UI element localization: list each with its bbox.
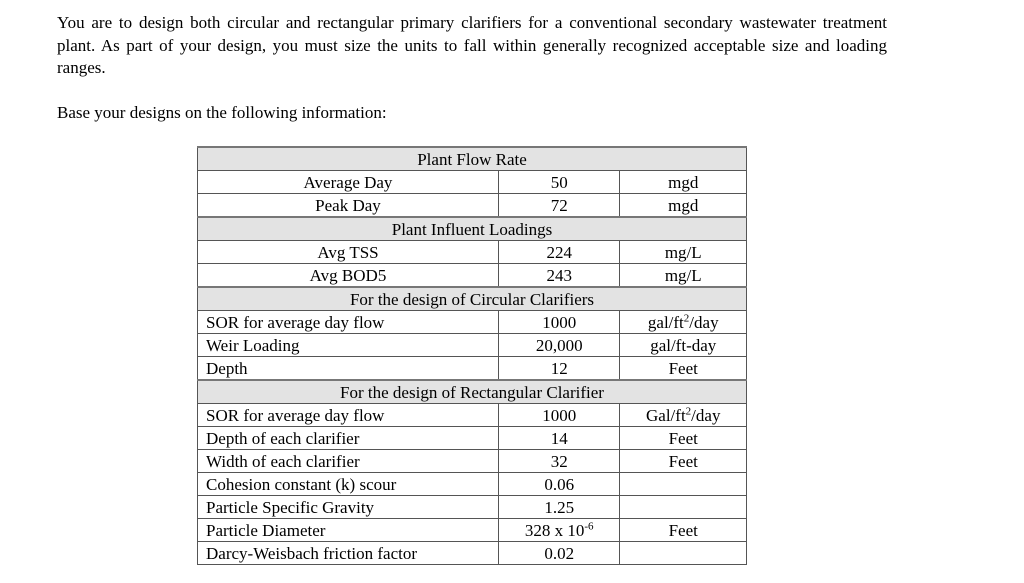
parameter-value	[498, 194, 620, 218]
parameter-unit	[620, 171, 747, 194]
parameter-value-text: 0.02	[544, 543, 575, 563]
parameter-value	[498, 496, 620, 519]
parameter-unit-text: gal/ft-day	[650, 335, 717, 355]
parameter-value	[498, 519, 620, 542]
table-row	[198, 519, 747, 542]
section-title: Plant Influent Loadings	[198, 217, 747, 241]
table-row	[198, 473, 747, 496]
parameter-value-text: 12	[550, 358, 568, 378]
parameter-name: Depth of each clarifier	[198, 427, 499, 450]
parameter-unit	[620, 496, 747, 519]
parameter-value	[498, 334, 620, 357]
parameter-value	[498, 264, 620, 288]
section-header-row	[198, 217, 747, 241]
parameter-unit-text: Feet	[668, 520, 698, 540]
parameter-unit-text: gal/ft	[647, 312, 684, 332]
parameter-name: Avg BOD5	[198, 264, 499, 288]
parameter-unit	[620, 427, 747, 450]
parameter-value	[498, 427, 620, 450]
parameter-unit-text: mgd	[668, 172, 699, 192]
parameter-unit-text: Feet	[668, 451, 698, 471]
section-header-row	[198, 380, 747, 404]
parameter-name: Width of each clarifier	[198, 450, 499, 473]
parameter-unit	[620, 357, 747, 381]
parameter-unit-text: Feet	[668, 358, 698, 378]
parameter-unit	[620, 404, 747, 427]
table-row	[198, 194, 747, 218]
parameter-unit-text: Gal/ft	[646, 405, 686, 425]
parameter-name: Particle Diameter	[198, 519, 499, 542]
section-header-row	[198, 287, 747, 311]
design-parameters-table	[197, 146, 747, 565]
parameter-value	[498, 357, 620, 381]
parameter-unit-tail: /day	[691, 405, 721, 425]
parameter-unit-text: mgd	[668, 195, 699, 215]
parameter-value-text: 1000	[542, 405, 577, 425]
parameter-value-text: 50	[550, 172, 568, 192]
parameter-unit-text: mg/L	[664, 265, 702, 285]
parameter-name: Depth	[198, 357, 499, 381]
parameter-value-text: 328 x 10	[524, 520, 585, 540]
parameter-value	[498, 542, 620, 565]
parameter-name: Particle Specific Gravity	[198, 496, 499, 519]
table-row	[198, 241, 747, 264]
table-row	[198, 171, 747, 194]
parameter-value-text: 14	[550, 428, 568, 448]
parameter-name: Weir Loading	[198, 334, 499, 357]
parameter-unit-text: mg/L	[664, 242, 702, 262]
parameter-unit	[620, 450, 747, 473]
parameter-unit	[620, 264, 747, 288]
table-row	[198, 334, 747, 357]
table-row	[198, 264, 747, 288]
parameter-value-text: 20,000	[535, 335, 583, 355]
table-row	[198, 427, 747, 450]
parameter-value-text: 32	[550, 451, 568, 471]
parameter-name: Avg TSS	[198, 241, 499, 264]
parameter-name: Average Day	[198, 171, 499, 194]
parameter-value	[498, 450, 620, 473]
parameter-unit-exponent: 2	[685, 404, 692, 417]
parameter-unit	[620, 334, 747, 357]
parameter-value	[498, 404, 620, 427]
parameter-unit	[620, 241, 747, 264]
section-title: For the design of Circular Clarifiers	[198, 287, 747, 311]
parameter-value-text: 0.06	[544, 474, 575, 494]
parameter-value-text: 243	[546, 265, 572, 285]
design-parameters-body	[198, 147, 747, 565]
parameter-value	[498, 311, 620, 334]
section-title: Plant Flow Rate	[198, 147, 747, 171]
base-designs-line: Base your designs on the following information:	[57, 103, 387, 122]
parameter-unit	[620, 194, 747, 218]
parameter-value-text: 72	[550, 195, 568, 215]
parameter-value-text: 1000	[542, 312, 577, 332]
parameter-unit	[620, 519, 747, 542]
parameter-name: SOR for average day flow	[198, 311, 499, 334]
parameter-unit-text: Feet	[668, 428, 698, 448]
table-row	[198, 496, 747, 519]
intro-paragraph: You are to design both circular and rectangular primary clarifiers for a conventional secondary wastewater treatment plant. As part of your design, you must size the units to fall within generally recognized acceptable size and loading ranges.	[57, 13, 887, 77]
parameter-name: Cohesion constant (k) scour	[198, 473, 499, 496]
parameter-unit-tail: /day	[689, 312, 719, 332]
parameter-value-text: 1.25	[544, 497, 575, 517]
parameter-value	[498, 241, 620, 264]
parameter-name: Darcy-Weisbach friction factor	[198, 542, 499, 565]
parameter-value-exponent: -6	[584, 519, 594, 532]
table-row	[198, 311, 747, 334]
section-header-row	[198, 147, 747, 171]
table-row	[198, 357, 747, 381]
parameter-value-text: 224	[546, 242, 572, 262]
parameter-unit	[620, 473, 747, 496]
parameter-value	[498, 473, 620, 496]
parameter-value	[498, 171, 620, 194]
parameter-unit	[620, 542, 747, 565]
table-row	[198, 450, 747, 473]
table-row	[198, 404, 747, 427]
parameter-unit-exponent: 2	[683, 311, 690, 324]
table-row	[198, 542, 747, 565]
parameter-name: Peak Day	[198, 194, 499, 218]
parameter-name: SOR for average day flow	[198, 404, 499, 427]
parameter-unit	[620, 311, 747, 334]
section-title: For the design of Rectangular Clarifier	[198, 380, 747, 404]
